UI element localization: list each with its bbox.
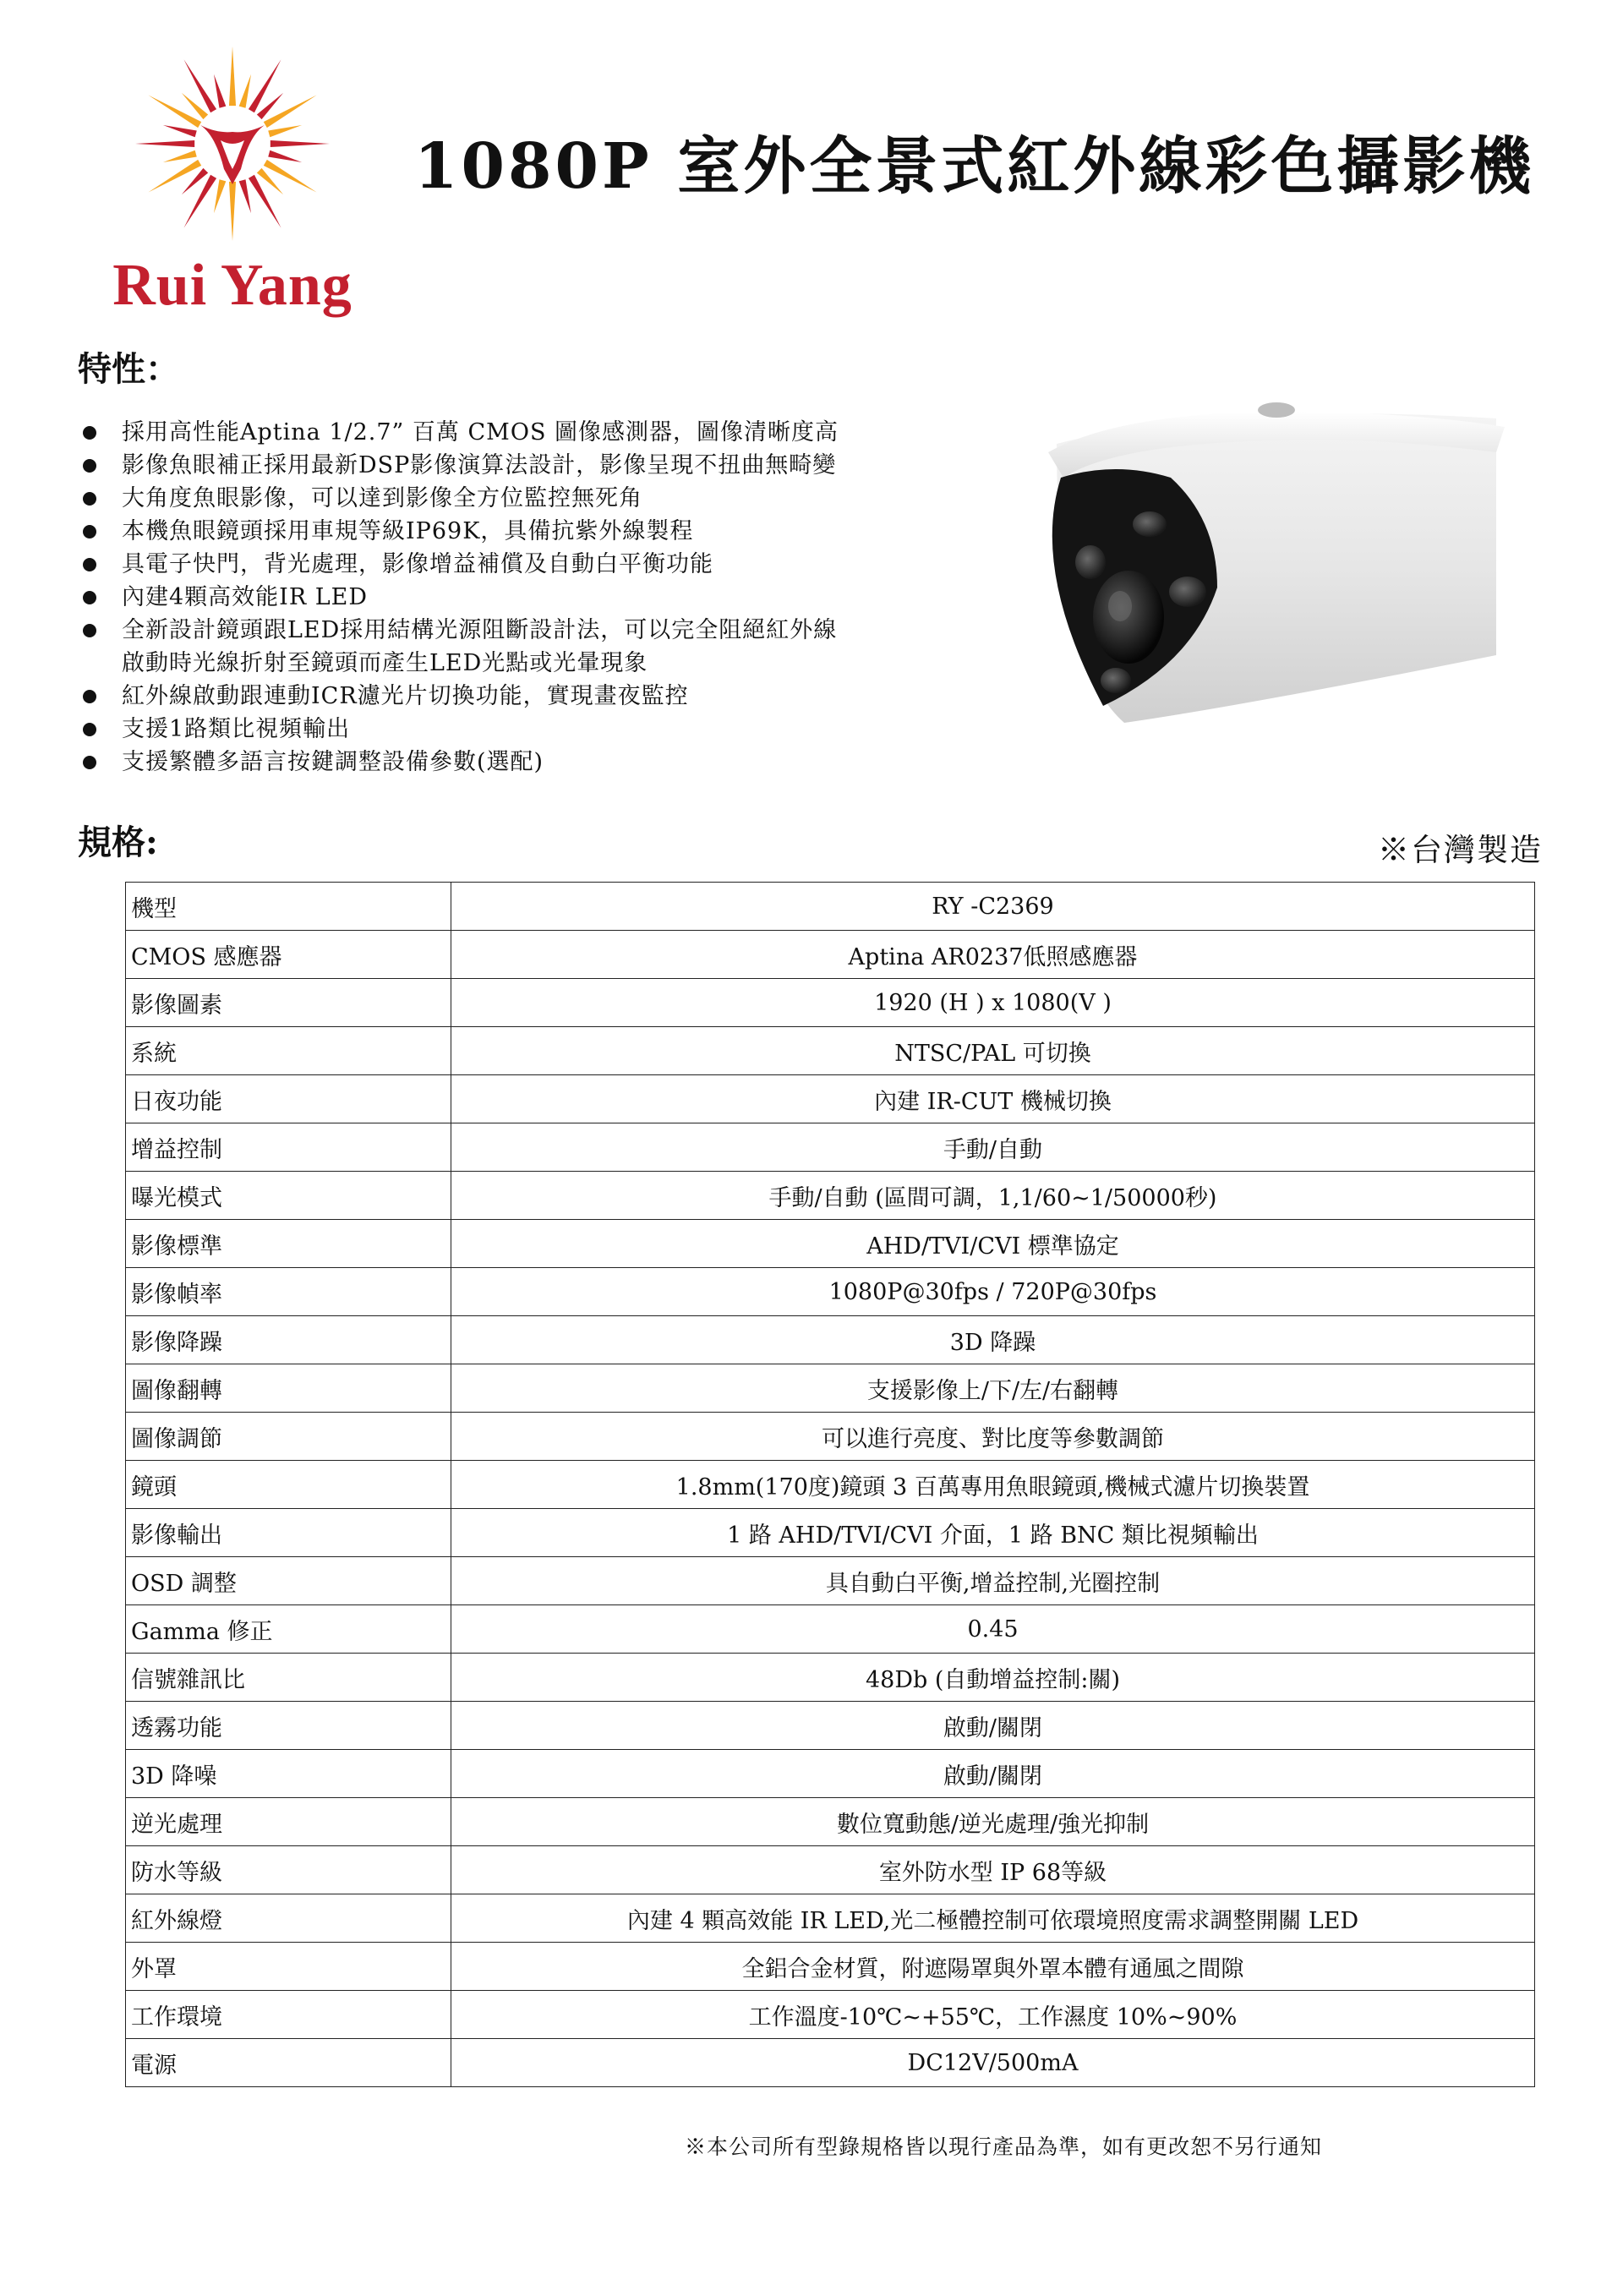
spec-value: DC12V/500mA — [451, 2039, 1535, 2087]
spec-value: 室外防水型 IP 68等級 — [451, 1846, 1535, 1894]
bullet-icon — [83, 624, 96, 637]
spec-label: 外罩 — [126, 1943, 451, 1991]
spec-label: 逆光處理 — [126, 1798, 451, 1846]
feature-text: 全新設計鏡頭跟LED採用結構光源阻斷設計法，可以完全阻絕紅外線 啟動時光線折射至鏡頭而產生LED光點或光暈現象 — [122, 617, 838, 676]
bullet-icon — [83, 459, 96, 473]
spec-value: RY -C2369 — [451, 883, 1535, 931]
spec-value: 1.8mm(170度)鏡頭 3 百萬專用魚眼鏡頭,機械式濾片切換裝置 — [451, 1461, 1535, 1509]
spec-label: 紅外線燈 — [126, 1894, 451, 1943]
spec-label: 影像幀率 — [126, 1268, 451, 1316]
spec-value: 啟動/關閉 — [451, 1750, 1535, 1798]
spec-row — [126, 1123, 1535, 1172]
bullet-icon — [83, 756, 96, 769]
spec-value: AHD/TVI/CVI 標準協定 — [451, 1220, 1535, 1268]
spec-value: Aptina AR0237低照感應器 — [451, 931, 1535, 979]
feature-text: 支援1路類比視頻輸出 — [122, 716, 351, 742]
spec-row — [126, 979, 1535, 1027]
spec-label: CMOS 感應器 — [126, 931, 451, 979]
footnote: ※本公司所有型錄規格皆以現行產品為準，如有更改恕不另行通知 — [685, 2135, 1323, 2159]
page-title: 1080P 室外全景式紅外線彩色攝影機 — [414, 130, 1535, 203]
spec-row — [126, 1702, 1535, 1750]
features-list — [78, 416, 974, 779]
feature-text: 影像魚眼補正採用最新DSP影像演算法設計，影像呈現不扭曲無畸變 — [122, 452, 837, 478]
bullet-icon — [83, 558, 96, 571]
spec-label: 圖像翻轉 — [126, 1364, 451, 1413]
spec-row — [126, 1268, 1535, 1316]
camera-product-image — [1023, 385, 1530, 757]
spec-value: 手動/自動 (區間可調，1,1/60~1/50000秒) — [451, 1172, 1535, 1220]
bullet-icon — [83, 723, 96, 736]
feature-item — [78, 515, 974, 548]
spec-value: 具自動白平衡,增益控制,光圈控制 — [451, 1557, 1535, 1605]
spec-row — [126, 1750, 1535, 1798]
spec-label: 工作環境 — [126, 1991, 451, 2039]
feature-item — [78, 449, 974, 482]
spec-row — [126, 1943, 1535, 1991]
spec-label: Gamma 修正 — [126, 1605, 451, 1654]
spec-label: 鏡頭 — [126, 1461, 451, 1509]
feature-text: 大角度魚眼影像，可以達到影像全方位監控無死角 — [122, 485, 642, 511]
spec-label: 機型 — [126, 883, 451, 931]
spec-value: 內建 IR-CUT 機械切換 — [451, 1075, 1535, 1123]
spec-row — [126, 1798, 1535, 1846]
spec-value: 可以進行亮度、對比度等參數調節 — [451, 1413, 1535, 1461]
spec-value: 1080P@30fps / 720P@30fps — [451, 1268, 1535, 1316]
spec-row — [126, 1413, 1535, 1461]
spec-value: 工作溫度-10℃~+55℃，工作濕度 10%~90% — [451, 1991, 1535, 2039]
brand-logo — [80, 42, 385, 330]
spec-label: 影像降躁 — [126, 1316, 451, 1364]
feature-item — [78, 680, 974, 713]
spec-row — [126, 1027, 1535, 1075]
spec-row — [126, 1605, 1535, 1654]
spec-table — [125, 882, 1535, 2087]
feature-text: 紅外線啟動跟連動ICR濾光片切換功能，實現畫夜監控 — [122, 683, 689, 709]
feature-item — [78, 482, 974, 515]
spec-row — [126, 883, 1535, 931]
spec-label: 曝光模式 — [126, 1172, 451, 1220]
feature-item — [78, 614, 974, 680]
spec-value: 1920 (H ) x 1080(V ) — [451, 979, 1535, 1027]
spec-row — [126, 1846, 1535, 1894]
feature-item — [78, 548, 974, 581]
made-in-label: ※台灣製造 — [1378, 832, 1543, 868]
bullet-icon — [83, 690, 96, 703]
spec-row — [126, 2039, 1535, 2087]
spec-row — [126, 1461, 1535, 1509]
spec-value: 0.45 — [451, 1605, 1535, 1654]
spec-label: 影像輸出 — [126, 1509, 451, 1557]
feature-item — [78, 746, 974, 779]
features-heading: 特性： — [78, 349, 179, 389]
feature-text: 本機魚眼鏡頭採用車規等級IP69K，具備抗紫外線製程 — [122, 518, 694, 544]
feature-text: 內建4顆高效能IR LED — [122, 584, 369, 610]
bullet-icon — [83, 426, 96, 440]
spec-row — [126, 1316, 1535, 1364]
feature-text: 具電子快門，背光處理，影像增益補償及自動白平衡功能 — [122, 551, 713, 577]
spec-label: 信號雜訊比 — [126, 1654, 451, 1702]
spec-label: 日夜功能 — [126, 1075, 451, 1123]
feature-item — [78, 416, 974, 449]
spec-label: 圖像調節 — [126, 1413, 451, 1461]
spec-row — [126, 1075, 1535, 1123]
spec-value: 3D 降躁 — [451, 1316, 1535, 1364]
spec-label: 防水等級 — [126, 1846, 451, 1894]
spec-label: 影像圖素 — [126, 979, 451, 1027]
spec-label: 增益控制 — [126, 1123, 451, 1172]
spec-row — [126, 1894, 1535, 1943]
bullet-icon — [83, 492, 96, 506]
spec-value: 數位寬動態/逆光處理/強光抑制 — [451, 1798, 1535, 1846]
feature-item — [78, 581, 974, 614]
spec-label: 透霧功能 — [126, 1702, 451, 1750]
spec-label: 影像標準 — [126, 1220, 451, 1268]
bullet-icon — [83, 591, 96, 604]
spec-label: OSD 調整 — [126, 1557, 451, 1605]
spec-row — [126, 931, 1535, 979]
spec-value: 啟動/關閉 — [451, 1702, 1535, 1750]
feature-item — [78, 713, 974, 746]
spec-row — [126, 1991, 1535, 2039]
spec-value: 1 路 AHD/TVI/CVI 介面，1 路 BNC 類比視頻輸出 — [451, 1509, 1535, 1557]
feature-text: 採用高性能Aptina 1/2.7” 百萬 CMOS 圖像感測器，圖像清晰度高 — [122, 419, 839, 446]
sunburst-logo-icon — [131, 42, 334, 245]
spec-row — [126, 1364, 1535, 1413]
spec-heading: 規格: — [78, 823, 158, 862]
spec-label: 系統 — [126, 1027, 451, 1075]
spec-row — [126, 1220, 1535, 1268]
spec-row — [126, 1654, 1535, 1702]
spec-value: 支援影像上/下/左/右翻轉 — [451, 1364, 1535, 1413]
spec-row — [126, 1509, 1535, 1557]
spec-value: NTSC/PAL 可切換 — [451, 1027, 1535, 1075]
spec-row — [126, 1557, 1535, 1605]
bullet-icon — [83, 525, 96, 538]
spec-row — [126, 1172, 1535, 1220]
spec-value: 48Db (自動增益控制:關) — [451, 1654, 1535, 1702]
feature-text: 支援繁體多語言按鍵調整設備參數(選配) — [122, 749, 544, 775]
spec-label: 電源 — [126, 2039, 451, 2087]
spec-value: 全鋁合金材質，附遮陽罩與外罩本體有通風之間隙 — [451, 1943, 1535, 1991]
brand-name: Rui Yang — [112, 253, 352, 318]
spec-value: 內建 4 顆高效能 IR LED,光二極體控制可依環境照度需求調整開關 LED — [451, 1894, 1535, 1943]
spec-label: 3D 降噪 — [126, 1750, 451, 1798]
spec-value: 手動/自動 — [451, 1123, 1535, 1172]
